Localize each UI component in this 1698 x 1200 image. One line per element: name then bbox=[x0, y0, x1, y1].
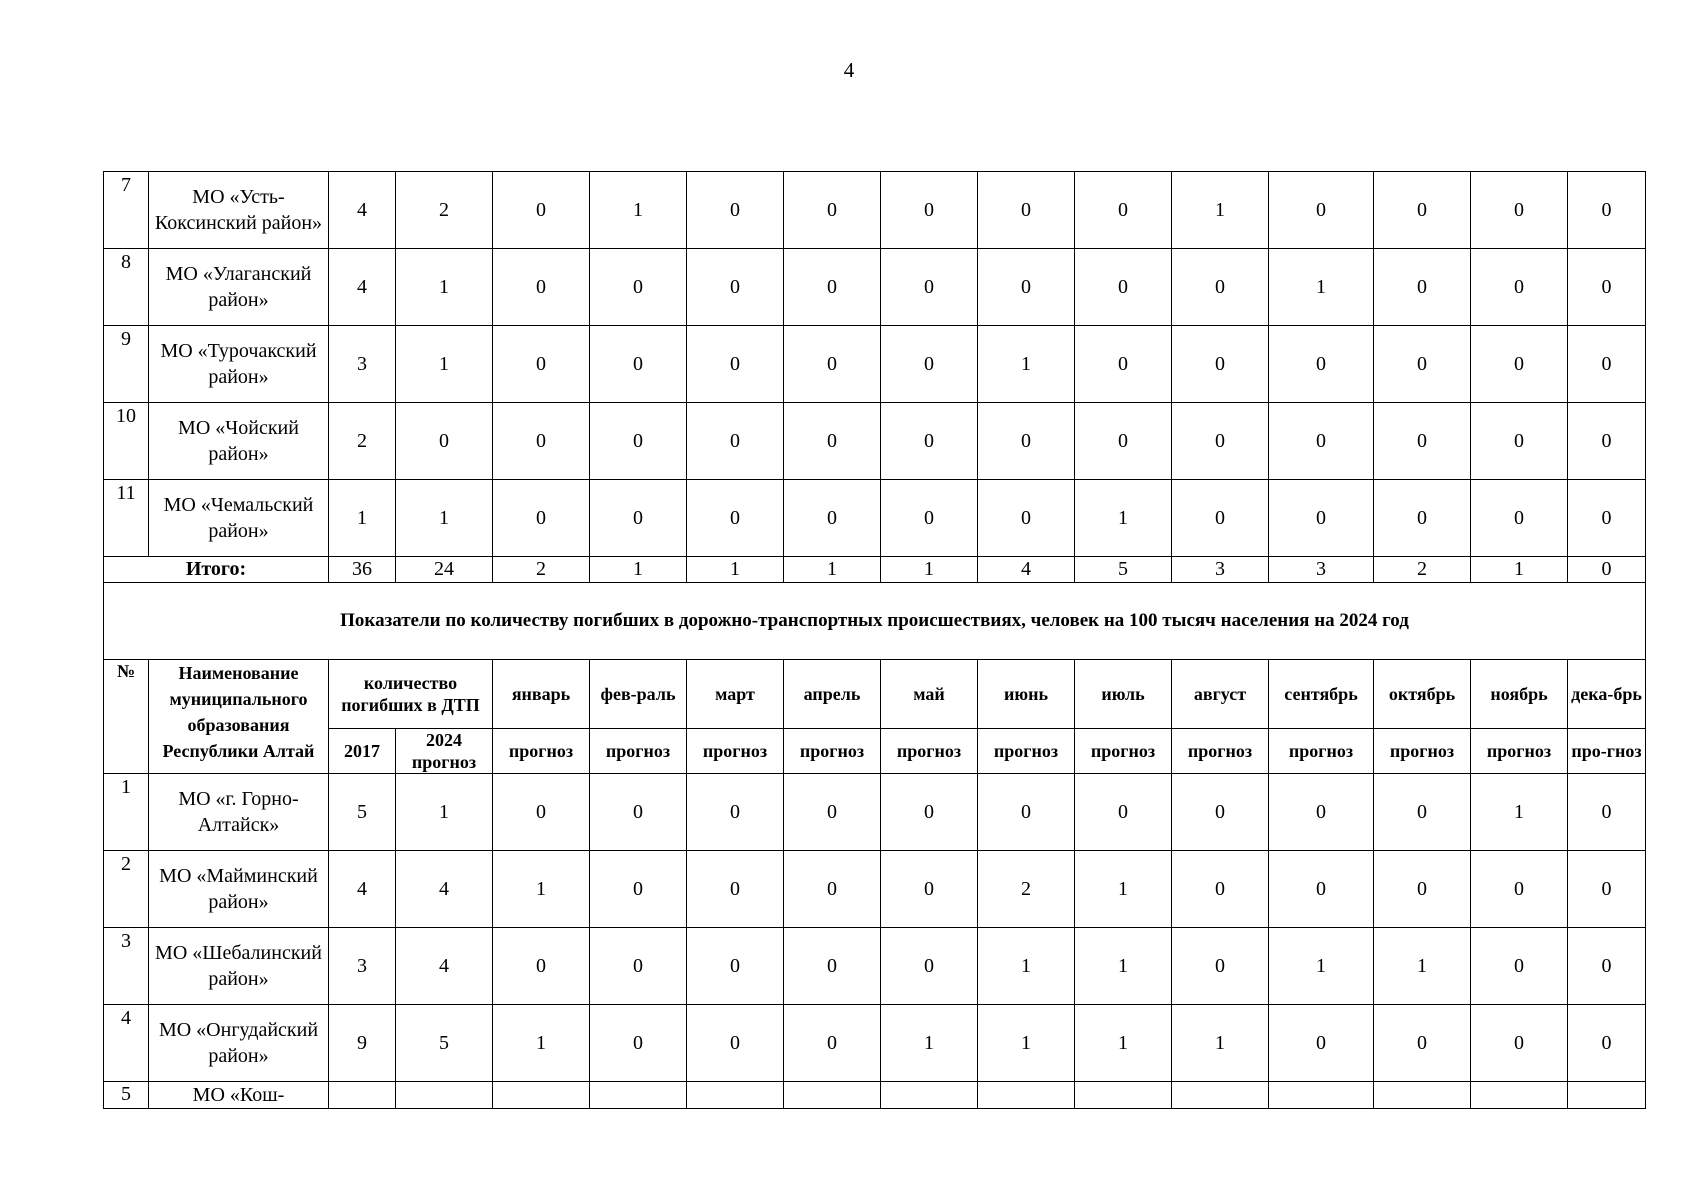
header-month: январь bbox=[493, 660, 590, 729]
value-cell: 0 bbox=[881, 774, 978, 851]
value-cell: 0 bbox=[881, 851, 978, 928]
value-cell: 0 bbox=[784, 403, 881, 480]
value-cell: 4 bbox=[329, 172, 396, 249]
value-cell bbox=[396, 1082, 493, 1109]
value-cell: 0 bbox=[590, 249, 687, 326]
row-number: 4 bbox=[104, 1005, 149, 1082]
value-cell: 0 bbox=[1374, 249, 1471, 326]
value-cell: 0 bbox=[978, 774, 1075, 851]
value-cell: 0 bbox=[784, 326, 881, 403]
value-cell: 0 bbox=[1269, 774, 1374, 851]
header-row-1 bbox=[104, 660, 1646, 729]
header-forecast: прогноз bbox=[1269, 729, 1374, 774]
value-cell bbox=[493, 1082, 590, 1109]
municipality-name: МО «Онгудайский район» bbox=[149, 1005, 329, 1082]
value-cell: 0 bbox=[1172, 249, 1269, 326]
value-cell: 0 bbox=[978, 249, 1075, 326]
header-row-2 bbox=[104, 729, 1646, 774]
value-cell bbox=[1374, 1082, 1471, 1109]
total-cell: 5 bbox=[1075, 557, 1172, 583]
value-cell: 0 bbox=[784, 480, 881, 557]
value-cell bbox=[329, 1082, 396, 1109]
value-cell: 3 bbox=[329, 326, 396, 403]
value-cell: 0 bbox=[1269, 1005, 1374, 1082]
upper-rows bbox=[104, 172, 1646, 557]
value-cell: 0 bbox=[1471, 480, 1568, 557]
value-cell: 0 bbox=[590, 326, 687, 403]
municipality-name: МО «Шебалинский район» bbox=[149, 928, 329, 1005]
header-forecast: про-гноз bbox=[1568, 729, 1646, 774]
value-cell: 0 bbox=[1374, 851, 1471, 928]
header-forecast: прогноз bbox=[1374, 729, 1471, 774]
table-row bbox=[104, 851, 1646, 928]
value-cell bbox=[881, 1082, 978, 1109]
statistics-table bbox=[103, 171, 1646, 1109]
total-cell: 36 bbox=[329, 557, 396, 583]
value-cell: 1 bbox=[493, 851, 590, 928]
value-cell: 0 bbox=[687, 249, 784, 326]
total-row bbox=[104, 557, 1646, 583]
value-cell: 1 bbox=[1172, 172, 1269, 249]
value-cell: 1 bbox=[1269, 249, 1374, 326]
value-cell: 0 bbox=[1172, 326, 1269, 403]
header-deaths: количество погибших в ДТП bbox=[329, 660, 493, 729]
total-cell: 2 bbox=[493, 557, 590, 583]
page-number: 4 bbox=[843, 58, 855, 82]
value-cell: 0 bbox=[881, 928, 978, 1005]
total-cell: 3 bbox=[1269, 557, 1374, 583]
table-row bbox=[104, 326, 1646, 403]
value-cell: 0 bbox=[687, 1005, 784, 1082]
table-row bbox=[104, 480, 1646, 557]
table-row bbox=[104, 774, 1646, 851]
value-cell: 0 bbox=[881, 326, 978, 403]
value-cell: 0 bbox=[1269, 403, 1374, 480]
value-cell: 0 bbox=[1172, 928, 1269, 1005]
value-cell: 0 bbox=[978, 403, 1075, 480]
municipality-name: МО «г. Горно-Алтайск» bbox=[149, 774, 329, 851]
value-cell: 0 bbox=[590, 774, 687, 851]
value-cell bbox=[1172, 1082, 1269, 1109]
value-cell: 0 bbox=[687, 480, 784, 557]
municipality-name: МО «Усть-Коксинский район» bbox=[149, 172, 329, 249]
value-cell: 1 bbox=[396, 480, 493, 557]
value-cell: 0 bbox=[1075, 774, 1172, 851]
row-number: 2 bbox=[104, 851, 149, 928]
municipality-name: МО «Чемальский район» bbox=[149, 480, 329, 557]
table-row bbox=[104, 249, 1646, 326]
value-cell: 1 bbox=[978, 326, 1075, 403]
value-cell: 1 bbox=[978, 928, 1075, 1005]
value-cell: 9 bbox=[329, 1005, 396, 1082]
value-cell: 0 bbox=[784, 928, 881, 1005]
value-cell: 0 bbox=[1075, 403, 1172, 480]
value-cell: 1 bbox=[881, 1005, 978, 1082]
header-year-2017: 2017 bbox=[329, 729, 396, 774]
value-cell: 0 bbox=[493, 480, 590, 557]
value-cell: 0 bbox=[1568, 851, 1646, 928]
total-cell: 3 bbox=[1172, 557, 1269, 583]
value-cell: 0 bbox=[1471, 249, 1568, 326]
municipality-name: МО «Улаганский район» bbox=[149, 249, 329, 326]
total-cell: 4 bbox=[978, 557, 1075, 583]
value-cell: 0 bbox=[1568, 326, 1646, 403]
value-cell: 0 bbox=[784, 1005, 881, 1082]
table-header bbox=[104, 660, 1646, 774]
value-cell: 0 bbox=[1471, 928, 1568, 1005]
value-cell: 0 bbox=[590, 928, 687, 1005]
value-cell: 0 bbox=[396, 403, 493, 480]
header-forecast: прогноз bbox=[881, 729, 978, 774]
total-cell: 2 bbox=[1374, 557, 1471, 583]
header-month: июль bbox=[1075, 660, 1172, 729]
value-cell: 2 bbox=[396, 172, 493, 249]
value-cell: 3 bbox=[329, 928, 396, 1005]
value-cell: 0 bbox=[590, 403, 687, 480]
table-row bbox=[104, 1005, 1646, 1082]
header-month: дека-брь bbox=[1568, 660, 1646, 729]
value-cell bbox=[1568, 1082, 1646, 1109]
value-cell: 0 bbox=[978, 172, 1075, 249]
total-cell: 1 bbox=[1471, 557, 1568, 583]
value-cell: 0 bbox=[784, 172, 881, 249]
value-cell: 0 bbox=[1471, 172, 1568, 249]
value-cell: 0 bbox=[1269, 480, 1374, 557]
value-cell: 0 bbox=[1374, 480, 1471, 557]
value-cell: 0 bbox=[590, 480, 687, 557]
value-cell: 0 bbox=[687, 403, 784, 480]
header-month: ноябрь bbox=[1471, 660, 1568, 729]
value-cell: 0 bbox=[493, 403, 590, 480]
header-month: сентябрь bbox=[1269, 660, 1374, 729]
value-cell bbox=[978, 1082, 1075, 1109]
value-cell: 5 bbox=[396, 1005, 493, 1082]
value-cell: 0 bbox=[1471, 1005, 1568, 1082]
value-cell: 0 bbox=[881, 172, 978, 249]
value-cell: 1 bbox=[1172, 1005, 1269, 1082]
value-cell: 1 bbox=[396, 326, 493, 403]
value-cell: 1 bbox=[1269, 928, 1374, 1005]
row-number: 7 bbox=[104, 172, 149, 249]
total-label: Итого: bbox=[104, 557, 329, 583]
header-forecast: прогноз bbox=[1075, 729, 1172, 774]
value-cell: 0 bbox=[1172, 480, 1269, 557]
value-cell: 0 bbox=[1172, 851, 1269, 928]
value-cell: 0 bbox=[590, 851, 687, 928]
value-cell: 0 bbox=[881, 249, 978, 326]
value-cell: 1 bbox=[1075, 928, 1172, 1005]
header-month: октябрь bbox=[1374, 660, 1471, 729]
header-month: июнь bbox=[978, 660, 1075, 729]
value-cell: 0 bbox=[1374, 403, 1471, 480]
value-cell: 0 bbox=[1568, 403, 1646, 480]
total-cell: 1 bbox=[881, 557, 978, 583]
value-cell: 0 bbox=[1172, 403, 1269, 480]
row-number: 10 bbox=[104, 403, 149, 480]
section-title-row bbox=[104, 583, 1646, 660]
value-cell: 0 bbox=[1269, 172, 1374, 249]
value-cell: 0 bbox=[590, 1005, 687, 1082]
value-cell bbox=[1075, 1082, 1172, 1109]
header-name: Наименование муниципального образования Республики Алтай bbox=[149, 660, 329, 774]
value-cell: 2 bbox=[978, 851, 1075, 928]
municipality-name: МО «Майминский район» bbox=[149, 851, 329, 928]
value-cell: 0 bbox=[493, 326, 590, 403]
total-section bbox=[104, 557, 1646, 660]
value-cell: 1 bbox=[329, 480, 396, 557]
municipality-name: МО «Чойский район» bbox=[149, 403, 329, 480]
value-cell: 0 bbox=[978, 480, 1075, 557]
header-num: № bbox=[104, 660, 149, 774]
value-cell: 0 bbox=[1075, 172, 1172, 249]
value-cell: 1 bbox=[1075, 1005, 1172, 1082]
total-cell: 1 bbox=[784, 557, 881, 583]
value-cell: 0 bbox=[1471, 326, 1568, 403]
row-number: 5 bbox=[104, 1082, 149, 1109]
value-cell: 1 bbox=[396, 249, 493, 326]
value-cell: 0 bbox=[493, 249, 590, 326]
value-cell: 4 bbox=[396, 851, 493, 928]
value-cell: 2 bbox=[329, 403, 396, 480]
header-forecast: прогноз bbox=[978, 729, 1075, 774]
municipality-name: МО «Турочакский район» bbox=[149, 326, 329, 403]
row-number: 8 bbox=[104, 249, 149, 326]
value-cell: 0 bbox=[881, 480, 978, 557]
row-number: 9 bbox=[104, 326, 149, 403]
value-cell: 1 bbox=[978, 1005, 1075, 1082]
value-cell: 0 bbox=[687, 928, 784, 1005]
value-cell: 0 bbox=[1374, 172, 1471, 249]
header-month: май bbox=[881, 660, 978, 729]
header-month: март bbox=[687, 660, 784, 729]
value-cell: 0 bbox=[1568, 172, 1646, 249]
row-number: 3 bbox=[104, 928, 149, 1005]
header-month: апрель bbox=[784, 660, 881, 729]
value-cell: 0 bbox=[687, 851, 784, 928]
value-cell: 0 bbox=[881, 403, 978, 480]
total-cell: 1 bbox=[590, 557, 687, 583]
value-cell: 1 bbox=[590, 172, 687, 249]
table-row bbox=[104, 1082, 1646, 1109]
value-cell bbox=[687, 1082, 784, 1109]
value-cell: 4 bbox=[329, 249, 396, 326]
header-forecast: прогноз bbox=[687, 729, 784, 774]
value-cell: 0 bbox=[1374, 1005, 1471, 1082]
value-cell: 0 bbox=[493, 172, 590, 249]
value-cell: 5 bbox=[329, 774, 396, 851]
value-cell: 0 bbox=[1269, 851, 1374, 928]
value-cell bbox=[1269, 1082, 1374, 1109]
table-row bbox=[104, 928, 1646, 1005]
total-cell: 24 bbox=[396, 557, 493, 583]
value-cell: 1 bbox=[1075, 480, 1172, 557]
value-cell: 0 bbox=[1374, 774, 1471, 851]
value-cell: 0 bbox=[1568, 249, 1646, 326]
row-number: 1 bbox=[104, 774, 149, 851]
value-cell: 0 bbox=[1172, 774, 1269, 851]
value-cell: 1 bbox=[493, 1005, 590, 1082]
value-cell: 4 bbox=[329, 851, 396, 928]
value-cell: 0 bbox=[1269, 326, 1374, 403]
header-forecast: прогноз bbox=[1172, 729, 1269, 774]
value-cell: 0 bbox=[493, 774, 590, 851]
value-cell: 0 bbox=[784, 774, 881, 851]
value-cell: 1 bbox=[1075, 851, 1172, 928]
value-cell: 0 bbox=[1568, 1005, 1646, 1082]
header-forecast: прогноз bbox=[590, 729, 687, 774]
value-cell: 0 bbox=[493, 928, 590, 1005]
value-cell bbox=[590, 1082, 687, 1109]
total-cell: 1 bbox=[687, 557, 784, 583]
value-cell: 1 bbox=[1374, 928, 1471, 1005]
total-cell: 0 bbox=[1568, 557, 1646, 583]
value-cell: 0 bbox=[1471, 851, 1568, 928]
row-number: 11 bbox=[104, 480, 149, 557]
value-cell: 0 bbox=[1568, 480, 1646, 557]
table-row bbox=[104, 403, 1646, 480]
lower-rows bbox=[104, 774, 1646, 1082]
municipality-name: МО «Кош- bbox=[149, 1082, 329, 1109]
header-year-2024: 2024 прогноз bbox=[396, 729, 493, 774]
value-cell: 0 bbox=[1471, 403, 1568, 480]
value-cell bbox=[1471, 1082, 1568, 1109]
header-forecast: прогноз bbox=[784, 729, 881, 774]
value-cell: 0 bbox=[1374, 326, 1471, 403]
value-cell: 0 bbox=[784, 851, 881, 928]
value-cell: 0 bbox=[687, 172, 784, 249]
last-section bbox=[104, 1082, 1646, 1109]
value-cell: 1 bbox=[1471, 774, 1568, 851]
section-title: Показатели по количеству погибших в дорожно-транспортных происшествиях, человек на 100 тысяч населения на 2024 год bbox=[104, 583, 1646, 660]
value-cell: 0 bbox=[1075, 249, 1172, 326]
value-cell: 4 bbox=[396, 928, 493, 1005]
value-cell bbox=[784, 1082, 881, 1109]
table-row bbox=[104, 172, 1646, 249]
value-cell: 0 bbox=[1075, 326, 1172, 403]
value-cell: 0 bbox=[687, 326, 784, 403]
header-month: фев-раль bbox=[590, 660, 687, 729]
value-cell: 0 bbox=[784, 249, 881, 326]
value-cell: 0 bbox=[1568, 774, 1646, 851]
value-cell: 1 bbox=[396, 774, 493, 851]
header-month: август bbox=[1172, 660, 1269, 729]
header-forecast: прогноз bbox=[493, 729, 590, 774]
header-forecast: прогноз bbox=[1471, 729, 1568, 774]
value-cell: 0 bbox=[687, 774, 784, 851]
value-cell: 0 bbox=[1568, 928, 1646, 1005]
